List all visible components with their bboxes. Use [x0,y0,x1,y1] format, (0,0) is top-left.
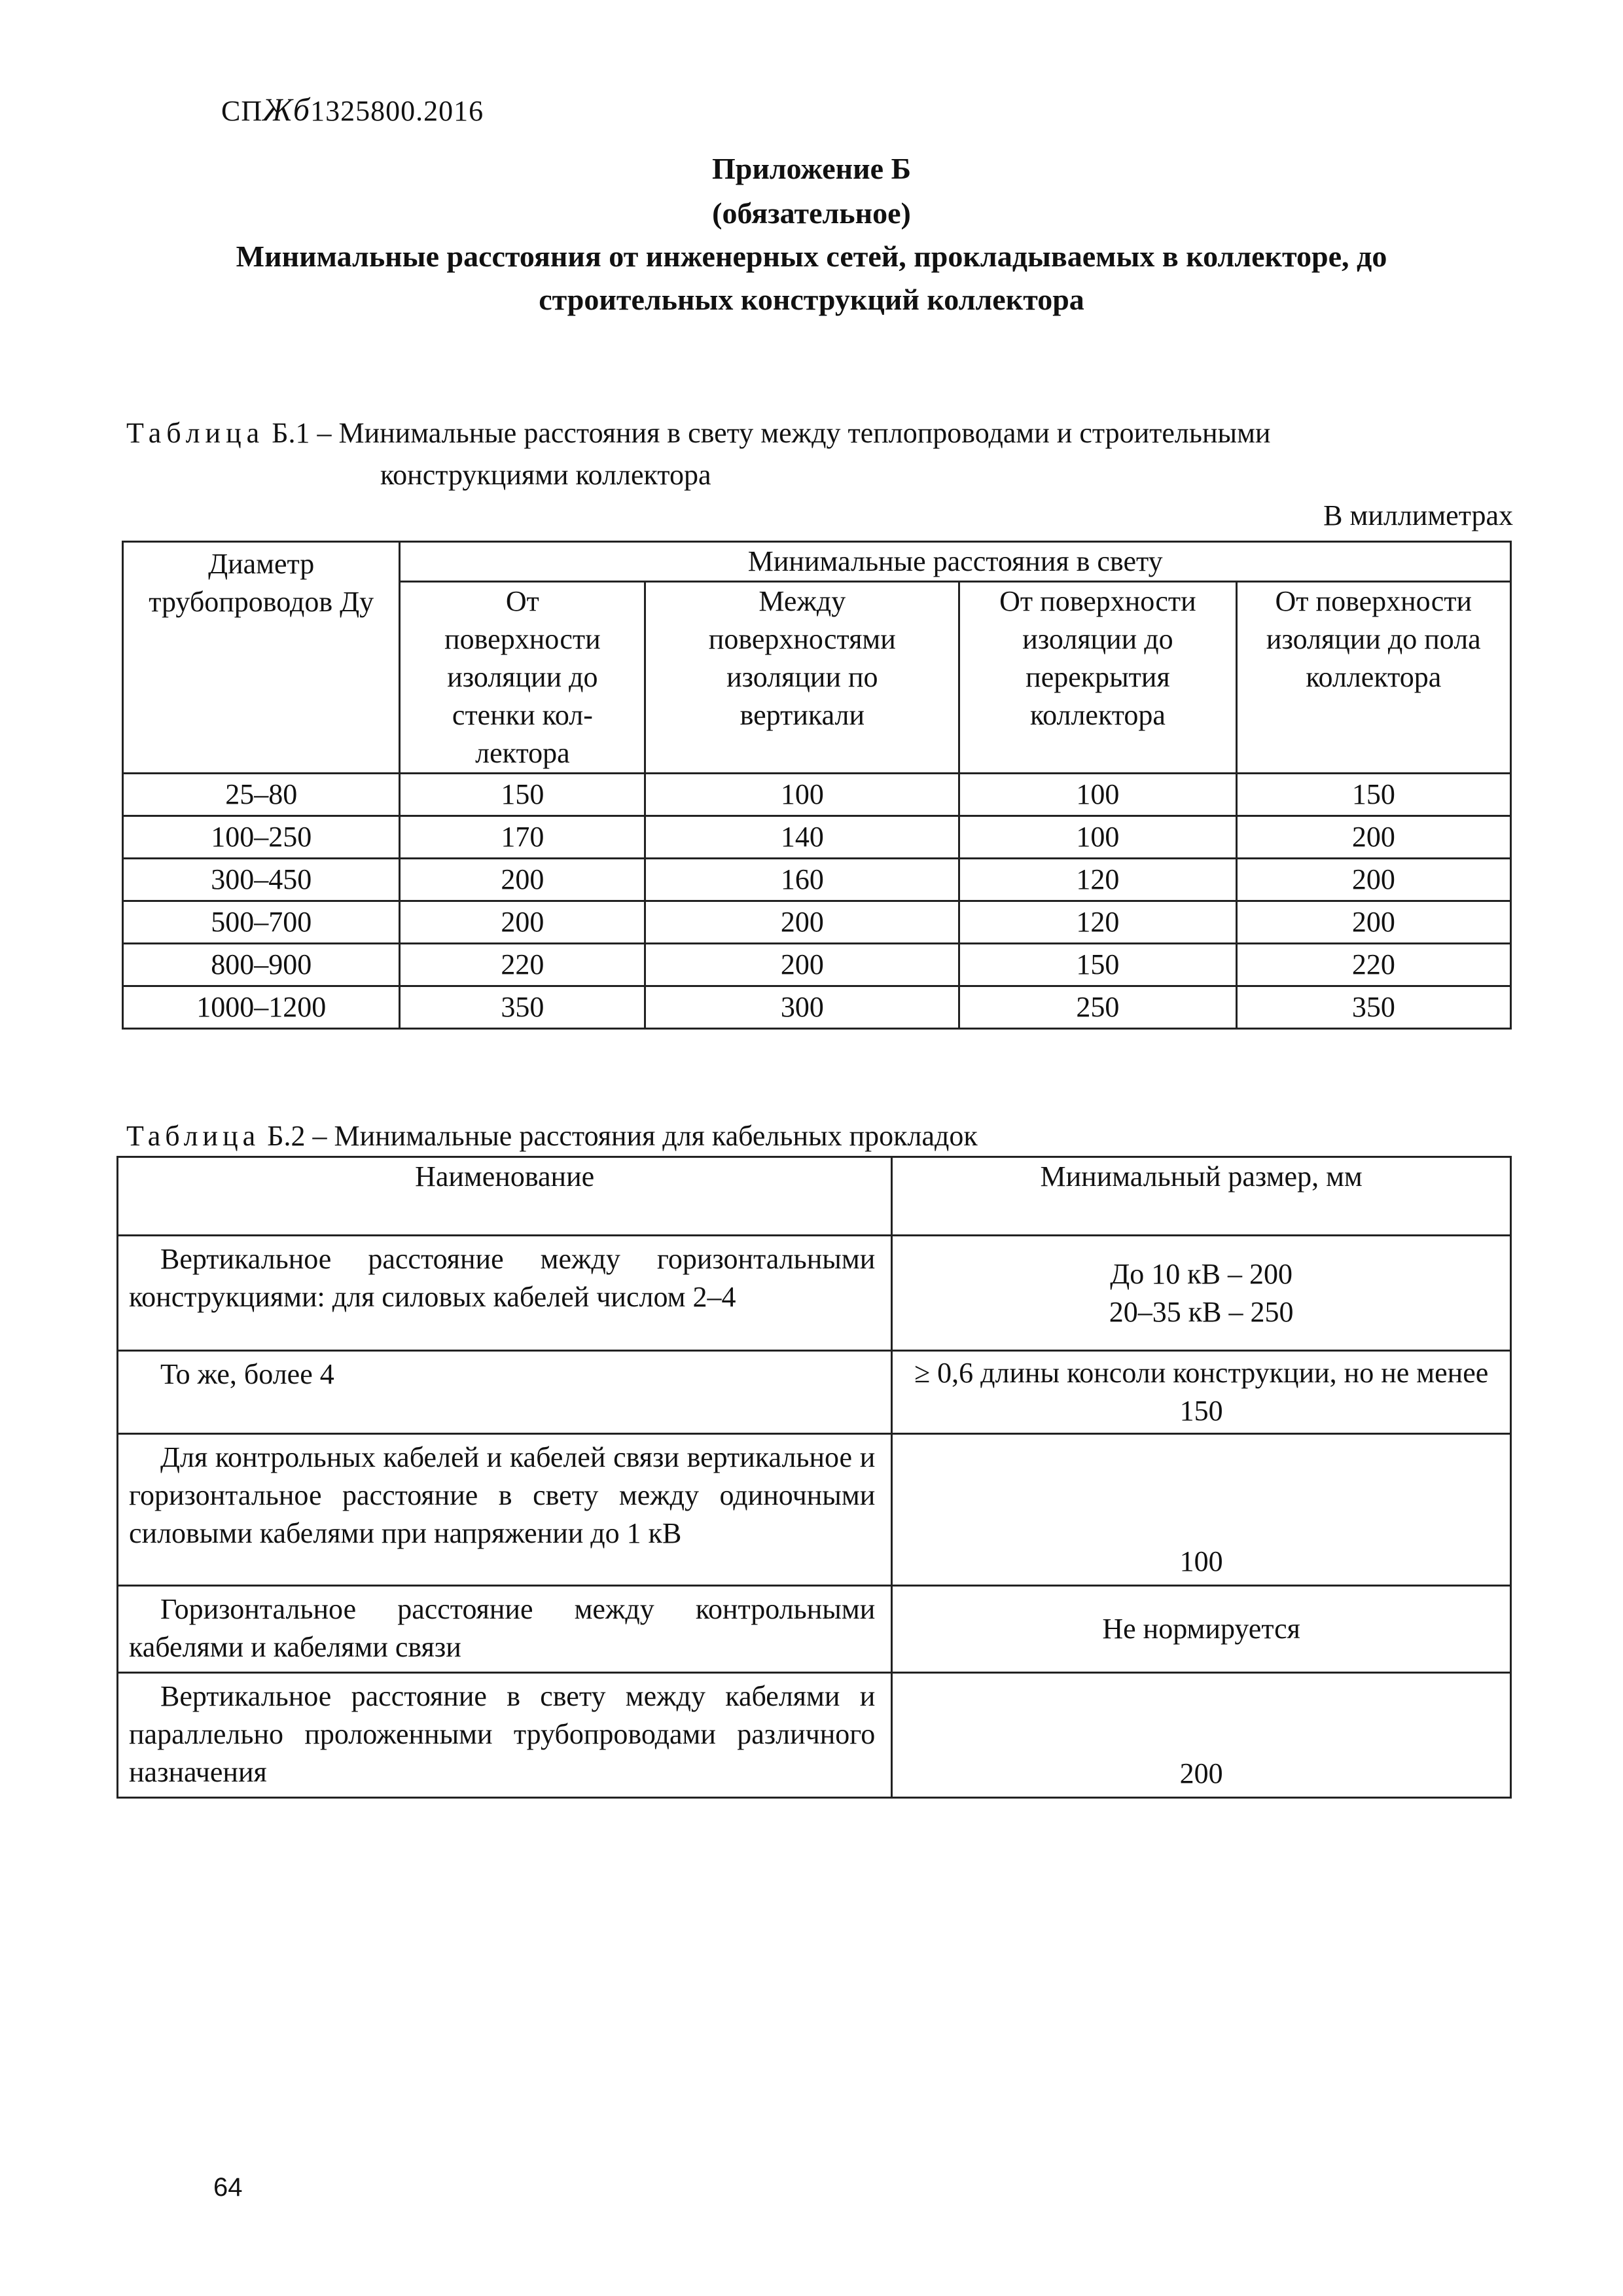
table1-value-cell: 200 [645,944,959,986]
table1-subcol-vertical: Между поверхностями изоляции по вертикали [645,582,959,774]
table2-name-cell [118,1351,892,1434]
table1-value-cell: 200 [645,901,959,944]
table-row [118,1586,1511,1673]
table1-diameter-cell: 800–900 [123,944,400,986]
appendix-title: Приложение Б [711,152,912,185]
table2-name-cell [118,1586,892,1673]
page-number: 64 [213,2173,243,2202]
table1-value-cell: 350 [1236,986,1510,1029]
table1-col-group: Минимальные расстояния в свету [400,542,1511,582]
table1-value-cell: 150 [959,944,1236,986]
table1-value-cell: 100 [959,816,1236,859]
table2 [116,1156,1512,1799]
table1-subcol-ceiling: От поверхности изоляции до перекрытия коллектора [959,582,1236,774]
table-row [118,1236,1511,1351]
table2-col-value: Минимальный размер, мм [892,1157,1511,1236]
table1-value-cell: 250 [959,986,1236,1029]
table1-diameter-cell: 25–80 [123,774,400,816]
table1-value-cell: 220 [1236,944,1510,986]
table-row [123,816,1511,859]
table2-value-cell [892,1236,1511,1351]
document-code-number: 1325800.2016 [310,95,484,127]
appendix-status: (обязательное) [712,196,911,230]
table1-value-cell: 160 [645,859,959,901]
table1-caption-line1: Б.1 – Минимальные расстояния в свету между теплопроводами и строительными [272,417,1271,449]
table2-name-cell [118,1434,892,1586]
table2-header-row [118,1157,1511,1236]
table2-value-cell [892,1673,1511,1798]
table1-value-cell: 350 [400,986,645,1029]
table2-name-text: То же, более 4 [160,1358,334,1390]
table2-col-name: Наименование [118,1157,892,1236]
table1-value-cell: 100 [959,774,1236,816]
table1 [122,541,1512,1030]
table1-diameter-cell: 100–250 [123,816,400,859]
table2-caption-label: Таблица [126,1120,260,1152]
document-code [221,90,484,128]
table-row [123,774,1511,816]
appendix-subtitle-line2: строительных конструкций коллектора [539,283,1084,316]
table1-diameter-cell: 300–450 [123,859,400,901]
table-row [118,1673,1511,1798]
table1-value-cell: 200 [1236,816,1510,859]
table-row [123,859,1511,901]
table2-name-text: Вертикальное расстояние между горизонтальными конструкциями: для силовых кабелей числом 2–4 [129,1243,876,1313]
table1-value-cell: 120 [959,859,1236,901]
table-row [118,1351,1511,1434]
table2-value-cell [892,1586,1511,1673]
table2-name-cell [118,1236,892,1351]
table2-value-line1: До 10 кВ – 200 [1110,1257,1293,1290]
table2-value-cell [892,1351,1511,1434]
table1-col-diameter: Диаметр трубопроводов Ду [123,542,400,774]
table1-value-cell: 220 [400,944,645,986]
table1-value-cell: 200 [1236,859,1510,901]
table1-header-row [123,542,1511,582]
table2-name-text: Горизонтальное расстояние между контрольными кабелями и кабелями связи [129,1593,876,1663]
table2-name-text: Для контрольных кабелей и кабелей связи вертикальное и горизонтальное расстояние в свету между одиночными силовыми кабелями при напряжении до 1 кВ [129,1441,876,1549]
table1-caption-label: Таблица [126,417,265,449]
table1-value-cell: 170 [400,816,645,859]
table2-value-line1: 100 [1179,1545,1223,1577]
table1-units: В миллиметрах [1323,499,1513,531]
table2-value-line2: 20–35 кВ – 250 [1109,1295,1294,1328]
table1-value-cell: 150 [400,774,645,816]
table2-value-cell [892,1434,1511,1586]
table1-diameter-cell: 1000–1200 [123,986,400,1029]
table1-value-cell: 200 [1236,901,1510,944]
handwritten-code-insert: Жб [262,91,311,128]
table1-caption [126,412,1501,496]
table1-diameter-cell: 500–700 [123,901,400,944]
appendix-subtitle-line1: Минимальные расстояния от инженерных сетей, прокладываемых в коллекторе, до [236,240,1387,273]
table2-value-line1: Не нормируется [1102,1613,1300,1645]
table2-value-line1: 200 [1179,1757,1223,1789]
table2-caption-rest: Б.2 – Минимальные расстояния для кабельных прокладок [267,1120,978,1152]
table-row [118,1434,1511,1586]
table2-value-line1: ≥ 0,6 длины консоли конструкции, но не менее 150 [914,1357,1489,1427]
table-row [123,901,1511,944]
table1-value-cell: 200 [400,901,645,944]
table1-subcol-wall: От поверхности изоляции до стенки кол-лектора [400,582,645,774]
table2-name-cell [118,1673,892,1798]
table1-caption-line2: конструкциями коллектора [380,459,711,491]
document-code-prefix: СП [221,95,263,127]
table-row [123,944,1511,986]
table1-value-cell: 200 [400,859,645,901]
table1-value-cell: 140 [645,816,959,859]
table2-name-text: Вертикальное расстояние в свету между кабелями и параллельно проложенными трубопроводами различного назначения [129,1680,876,1788]
table-row [123,986,1511,1029]
table1-value-cell: 100 [645,774,959,816]
table1-value-cell: 150 [1236,774,1510,816]
table1-value-cell: 120 [959,901,1236,944]
table1-value-cell: 300 [645,986,959,1029]
table2-caption [126,1118,978,1155]
table1-subcol-floor: От поверхности изоляции до пола коллектора [1236,582,1510,774]
